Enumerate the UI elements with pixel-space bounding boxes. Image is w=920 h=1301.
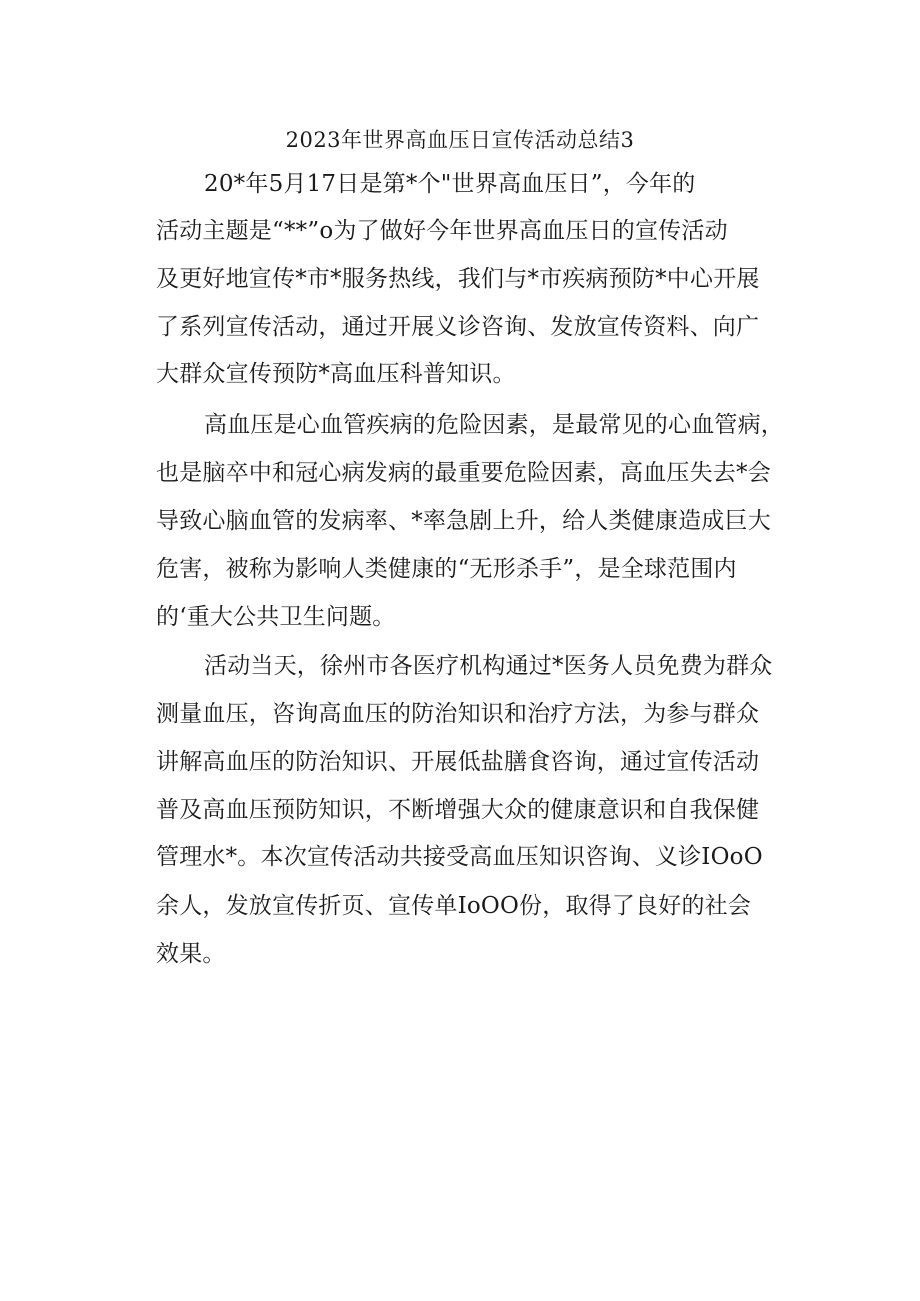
paragraph-3-line-1: 活动当天，徐州市各医疗机构通过*医务人员免费为群众 [204,653,773,679]
paragraph-2-line-2: 也是脑卒中和冠心病发病的最重要危险因素，高血压失去*会 [156,460,771,486]
paragraph-3-line-7: 效果。 [156,941,226,967]
paragraph-3-line-6: 余人，发放宣传折页、宣传单IoOO份，取得了良好的社会 [156,893,752,919]
paragraph-3-line-4: 普及高血压预防知识，不断增强大众的健康意识和自我保健 [156,797,760,823]
paragraph-1-line-4: 了系列宣传活动，通过开展义诊咨询、发放宣传资料、向广 [156,314,760,340]
paragraph-3-line-3: 讲解高血压的防治知识、开展低盐膳食咨询，通过宣传活动 [156,749,760,775]
paragraph-1-line-1: 20*年5月17日是第*个"世界高血压日”，今年的 [204,171,696,197]
paragraph-3-line-5: 管理水*。本次宣传活动共接受高血压知识咨询、义诊IOoO [156,844,763,870]
paragraph-2-line-4: 危害，被称为影响人类健康的“无形杀手”，是全球范围内 [156,556,737,582]
paragraph-2-line-5: 的‘重大公共卫生问题。 [156,604,396,630]
paragraph-3-line-2: 测量血压，咨询高血压的防治知识和治疗方法，为参与群众 [156,701,760,727]
paragraph-2-line-1: 高血压是心血管疾病的危险因素，是最常见的心血管病， [204,412,784,438]
paragraph-2-line-3: 导致心脑血管的发病率、*率急剧上升，给人类健康造成巨大 [156,508,771,534]
document-title: 2023年世界高血压日宣传活动总结3 [285,128,635,152]
paragraph-1-line-2: 活动主题是“**”o为了做好今年世界高血压日的宣传活动 [156,218,728,244]
paragraph-1-line-5: 大群众宣传预防*高血压科普知识。 [156,361,516,387]
paragraph-1-line-3: 及更好地宣传*市*服务热线，我们与*市疾病预防*中心开展 [156,266,760,292]
